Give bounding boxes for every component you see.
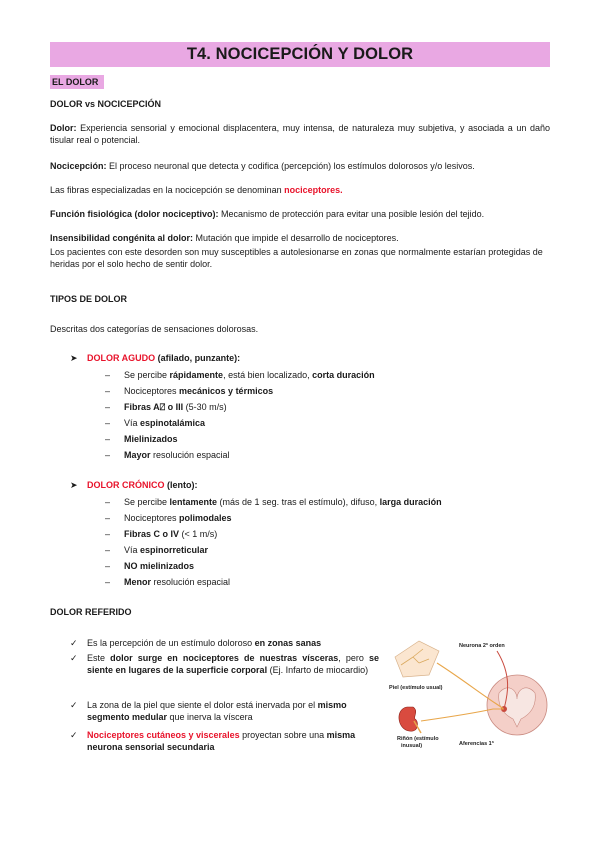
item-bold: en zonas sanas [254, 638, 322, 648]
cronico-item [124, 528, 217, 540]
tipos-intro: Descritas dos categorías de sensaciones dolorosas. [50, 324, 259, 334]
item-text: Este [87, 653, 111, 663]
item-bold: se siente en lugares de la superficie corporal [87, 653, 379, 675]
insensibilidad-paragraph [50, 232, 550, 244]
item-text: Nociceptores [124, 386, 180, 396]
insensibilidad-paragraph-2: Los pacientes con este desorden son muy susceptibles a autolesionarse en zonas que normalmente estarían protegidas de heridas por el solo hecho de sentir dolor. [50, 247, 543, 269]
dash-bullet-icon: – [105, 418, 111, 428]
spinal-cord-illustration [487, 675, 547, 735]
item-bold: rápidamente [169, 370, 224, 380]
item-bold: NO mielinizados [124, 561, 195, 571]
item-text: resolución espacial [151, 577, 231, 587]
item-text: Es la percepción de un estímulo doloroso [87, 638, 255, 648]
dash-bullet-icon: – [105, 402, 111, 412]
item-bold: espinorreticular [140, 545, 209, 555]
dash-bullet-icon: – [105, 529, 111, 539]
referido-item-1 [87, 637, 379, 649]
insensibilidad-term: Insensibilidad congénita al dolor: [50, 233, 194, 243]
item-text: Se percibe [124, 370, 170, 380]
nocicepcion-definition [50, 160, 550, 172]
item-red: Nociceptores cutáneos y viscerales [87, 730, 240, 740]
label-rinon-1: Riñón (estímulo [397, 736, 439, 742]
cronico-item [124, 576, 230, 588]
kidney-illustration [399, 707, 421, 733]
agudo-item [124, 369, 375, 381]
label-piel: Piel (estímulo usual) [389, 685, 443, 691]
dash-bullet-icon: – [105, 577, 111, 587]
dolor-term: Dolor: [50, 123, 77, 133]
item-bold: larga duración [379, 497, 442, 507]
label-rinon-2: inusual) [401, 743, 423, 749]
item-text: que inerva la víscera [167, 712, 253, 722]
referido-item-4 [87, 729, 379, 753]
item-bold: dolor surge en nociceptores de nuestras vísceras [110, 653, 339, 663]
funcion-text: Mecanismo de protección para evitar una posible lesión del tejido. [218, 209, 485, 219]
dolor-definition [50, 122, 550, 146]
heading-dolor-vs-nocicepcion: DOLOR vs NOCICEPCIÓN [50, 99, 162, 109]
checkmark-icon: ✓ [70, 638, 78, 648]
cronico-item [124, 496, 442, 508]
agudo-subtitle: (afilado, punzante): [155, 353, 241, 363]
funcion-term: Función fisiológica (dolor nociceptivo): [50, 209, 219, 219]
checkmark-icon: ✓ [70, 730, 78, 740]
label-neurona: Neurona 2ª orden [459, 643, 505, 649]
referido-item-2 [87, 652, 379, 676]
cronico-item [124, 512, 232, 524]
dash-bullet-icon: – [105, 561, 111, 571]
item-text: (más de 1 seg. tras el estímulo), difuso, [217, 497, 380, 507]
item-text: , está bien localizado, [223, 370, 313, 380]
checkmark-icon: ✓ [70, 653, 78, 663]
item-bold: Menor [124, 577, 151, 587]
label-aferencias: Aferencias 1ª [459, 741, 494, 747]
item-bold: Mayor [124, 450, 151, 460]
dash-bullet-icon: – [105, 434, 111, 444]
item-bold: lentamente [169, 497, 218, 507]
item-bold: polimodales [179, 513, 232, 523]
skin-patch-illustration [395, 641, 439, 677]
title-banner [50, 42, 550, 67]
dash-bullet-icon: – [105, 513, 111, 523]
arrow-bullet-icon: ➤ [70, 353, 78, 363]
dash-bullet-icon: – [105, 450, 111, 460]
fibras-paragraph [50, 184, 550, 196]
item-text: Nociceptores [124, 513, 180, 523]
item-text: La zona de la piel que siente el dolor está inervada por el [87, 700, 318, 710]
nocicepcion-text: El proceso neuronal que detecta y codifica (percepción) los estímulos dolorosos y/o lesivos. [106, 161, 475, 171]
cronico-title: DOLOR CRÓNICO [87, 480, 165, 490]
item-bold: mecánicos y térmicos [179, 386, 274, 396]
funcion-paragraph [50, 208, 550, 220]
item-bold: Fibras A [124, 402, 160, 412]
heading-tipos-de-dolor: TIPOS DE DOLOR [50, 294, 128, 304]
dash-bullet-icon: – [105, 386, 111, 396]
item-text: , pero [338, 653, 369, 663]
item-bold: espinotalámica [140, 418, 206, 428]
dash-bullet-icon: – [105, 497, 111, 507]
nocicepcion-term: Nocicepción: [50, 161, 107, 171]
agudo-item [124, 385, 273, 397]
item-bold: misma neurona sensorial secundaria [87, 730, 356, 752]
item-bold: corta duración [312, 370, 375, 380]
agudo-item [124, 449, 230, 461]
heading-dolor-referido: DOLOR REFERIDO [50, 607, 132, 617]
dash-bullet-icon: – [105, 545, 111, 555]
arrow-bullet-icon: ➤ [70, 480, 78, 490]
agudo-item [124, 401, 227, 413]
item-bold: mismo segmento medular [87, 700, 347, 722]
item-text: Se percibe [124, 497, 170, 507]
cronico-subtitle: (lento): [164, 480, 198, 490]
item-text: proyectan sobre una [239, 730, 327, 740]
referred-pain-diagram [389, 637, 549, 757]
item-text: (< 1 m/s) [179, 529, 218, 539]
item-text: (5-30 m/s) [183, 402, 227, 412]
cronico-item [124, 544, 208, 556]
fibras-text: Las fibras especializadas en la nocicepción se denominan [50, 185, 285, 195]
agudo-heading [87, 352, 240, 364]
item-text: resolución espacial [150, 450, 230, 460]
section-tag: EL DOLOR [50, 75, 104, 89]
agudo-title: DOLOR AGUDO [87, 353, 156, 363]
item-bold: Mielinizados [124, 434, 178, 444]
agudo-item [124, 433, 178, 445]
item-text: Vía [124, 545, 141, 555]
item-text: Vía [124, 418, 141, 428]
item-text: (Ej. Infarto de miocardio) [267, 665, 369, 675]
referido-item-3 [87, 699, 379, 723]
cronico-heading [87, 479, 198, 491]
nociceptores-highlight: nociceptores. [284, 185, 343, 195]
insensibilidad-text: Mutación que impide el desarrollo de nociceptores. [193, 233, 399, 243]
item-bold: ⍁ o III [159, 402, 184, 412]
agudo-item [124, 417, 205, 429]
dash-bullet-icon: – [105, 370, 111, 380]
item-bold: Fibras C o IV [124, 529, 180, 539]
page-title: T4. NOCICEPCIÓN Y DOLOR [186, 45, 414, 63]
dolor-text: Experiencia sensorial y emocional displacentera, muy intensa, de naturaleza muy subjetiva, y asociada a un daño tisular real o potencial. [50, 123, 550, 145]
cronico-item [124, 560, 194, 572]
checkmark-icon: ✓ [70, 700, 78, 710]
